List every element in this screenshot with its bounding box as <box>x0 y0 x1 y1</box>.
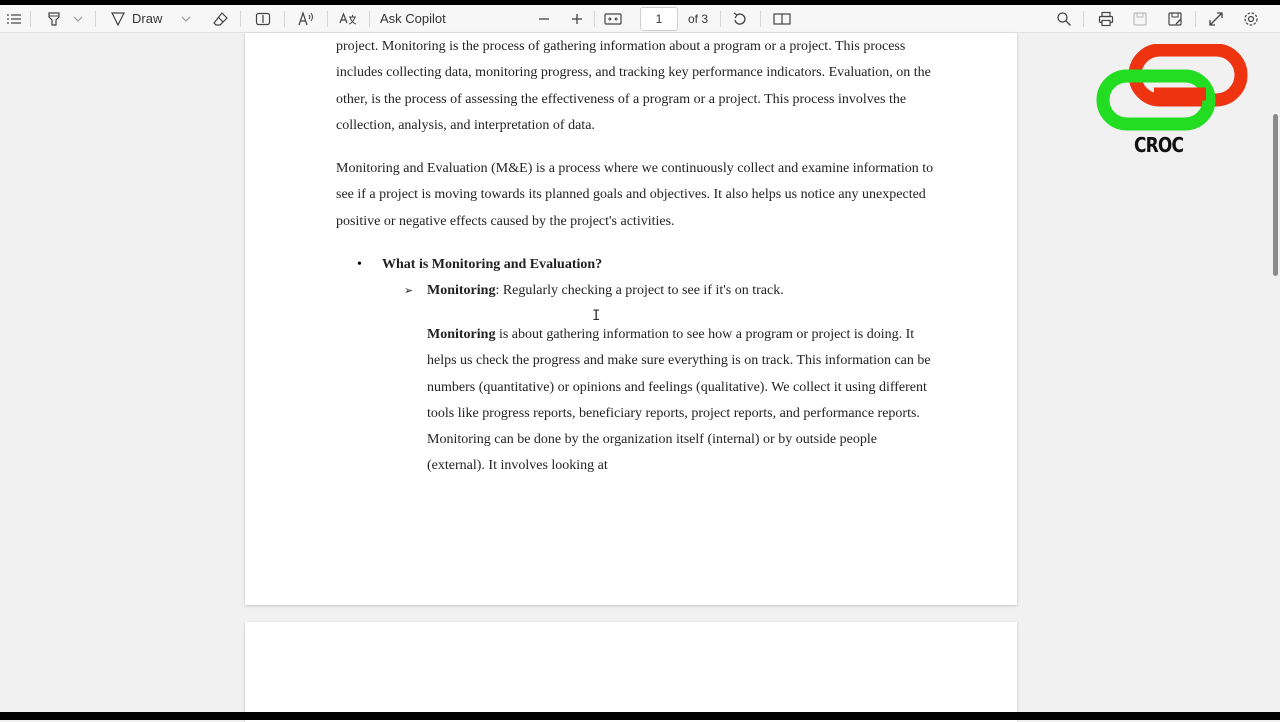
sub-bullet-term: Monitoring <box>427 283 496 298</box>
paragraph-me-definition: Monitoring and Evaluation (M&E) is a process where we continuously collect and examine information to see if a project is moving towards its planned goals and objectives. It also helps us notice any unexpected positive or negative effects caused by the project's activities. <box>336 161 934 229</box>
bullet-heading: What is Monitoring and Evaluation? <box>382 257 603 272</box>
zoom-out-icon[interactable] <box>534 5 554 32</box>
save-as-icon[interactable] <box>1164 5 1186 32</box>
contents-icon[interactable] <box>4 5 24 32</box>
draw-label: Draw <box>132 11 163 26</box>
paragraph-monitoring <box>427 322 932 480</box>
fullscreen-icon[interactable] <box>1205 5 1227 32</box>
paragraph-monitoring-term: Monitoring <box>427 327 496 342</box>
page-number: 1 <box>655 12 663 26</box>
settings-icon[interactable] <box>1240 5 1262 32</box>
scrollbar-thumb[interactable] <box>1273 114 1278 276</box>
fit-page-icon[interactable] <box>602 5 624 32</box>
rotate-icon[interactable] <box>729 5 751 32</box>
translate-icon[interactable] <box>337 5 359 32</box>
draw-button[interactable] <box>132 5 172 32</box>
bullet-symbol: • <box>357 257 362 272</box>
page-total <box>682 5 714 32</box>
bottom-border <box>0 712 1280 720</box>
eraser-icon[interactable] <box>210 5 232 32</box>
sub-bullet-arrow-icon: ➢ <box>404 285 414 297</box>
paragraph-monitoring-text: is about gathering information to see how a program or project is doing. It helps us check the progress and make sure everything is on track. This information can be numbers (quantitative) or opinions and feelings (qualitative). We collect it using different tools like progress reports, beneficiary reports, project reports, and performance reports. Monitoring can be done by the organization itself (internal) or by outside people (external). It involves looking at <box>427 327 931 474</box>
sub-bullet-text: : Regularly checking a project to see if it's on track. <box>495 283 784 298</box>
draw-icon[interactable] <box>108 5 128 32</box>
paragraph-intro: project. Monitoring is the process of gathering information about a program or a project. This process includes collecting data, monitoring progress, and tracking key performance indicators. Evaluation, on the other, is the process of assessing the effectiveness of a program or a project. This process involves the collection, analysis, and interpretation of data. <box>336 39 931 133</box>
highlight-icon[interactable] <box>44 5 64 32</box>
print-icon[interactable] <box>1095 5 1117 32</box>
page-number-input[interactable] <box>640 7 678 31</box>
logo-text: CROC <box>1134 133 1184 157</box>
pdf-toolbar <box>0 5 1280 33</box>
page-total-label: of 3 <box>687 11 708 26</box>
search-icon[interactable] <box>1053 5 1075 32</box>
text-box-icon[interactable] <box>252 5 274 32</box>
sub-bullet-line <box>427 278 784 304</box>
draw-dropdown-chevron-icon[interactable] <box>178 5 194 32</box>
highlight-dropdown-chevron-icon[interactable] <box>70 5 86 32</box>
read-aloud-icon[interactable] <box>295 5 317 32</box>
ask-copilot-button[interactable] <box>380 5 460 32</box>
pdf-page-2 <box>245 622 1017 722</box>
ask-copilot-label: Ask Copilot <box>380 11 446 26</box>
zoom-in-icon[interactable] <box>567 5 587 32</box>
text-cursor-icon: I <box>592 308 601 324</box>
page-view-icon[interactable] <box>771 5 793 32</box>
save-icon[interactable] <box>1129 5 1151 32</box>
